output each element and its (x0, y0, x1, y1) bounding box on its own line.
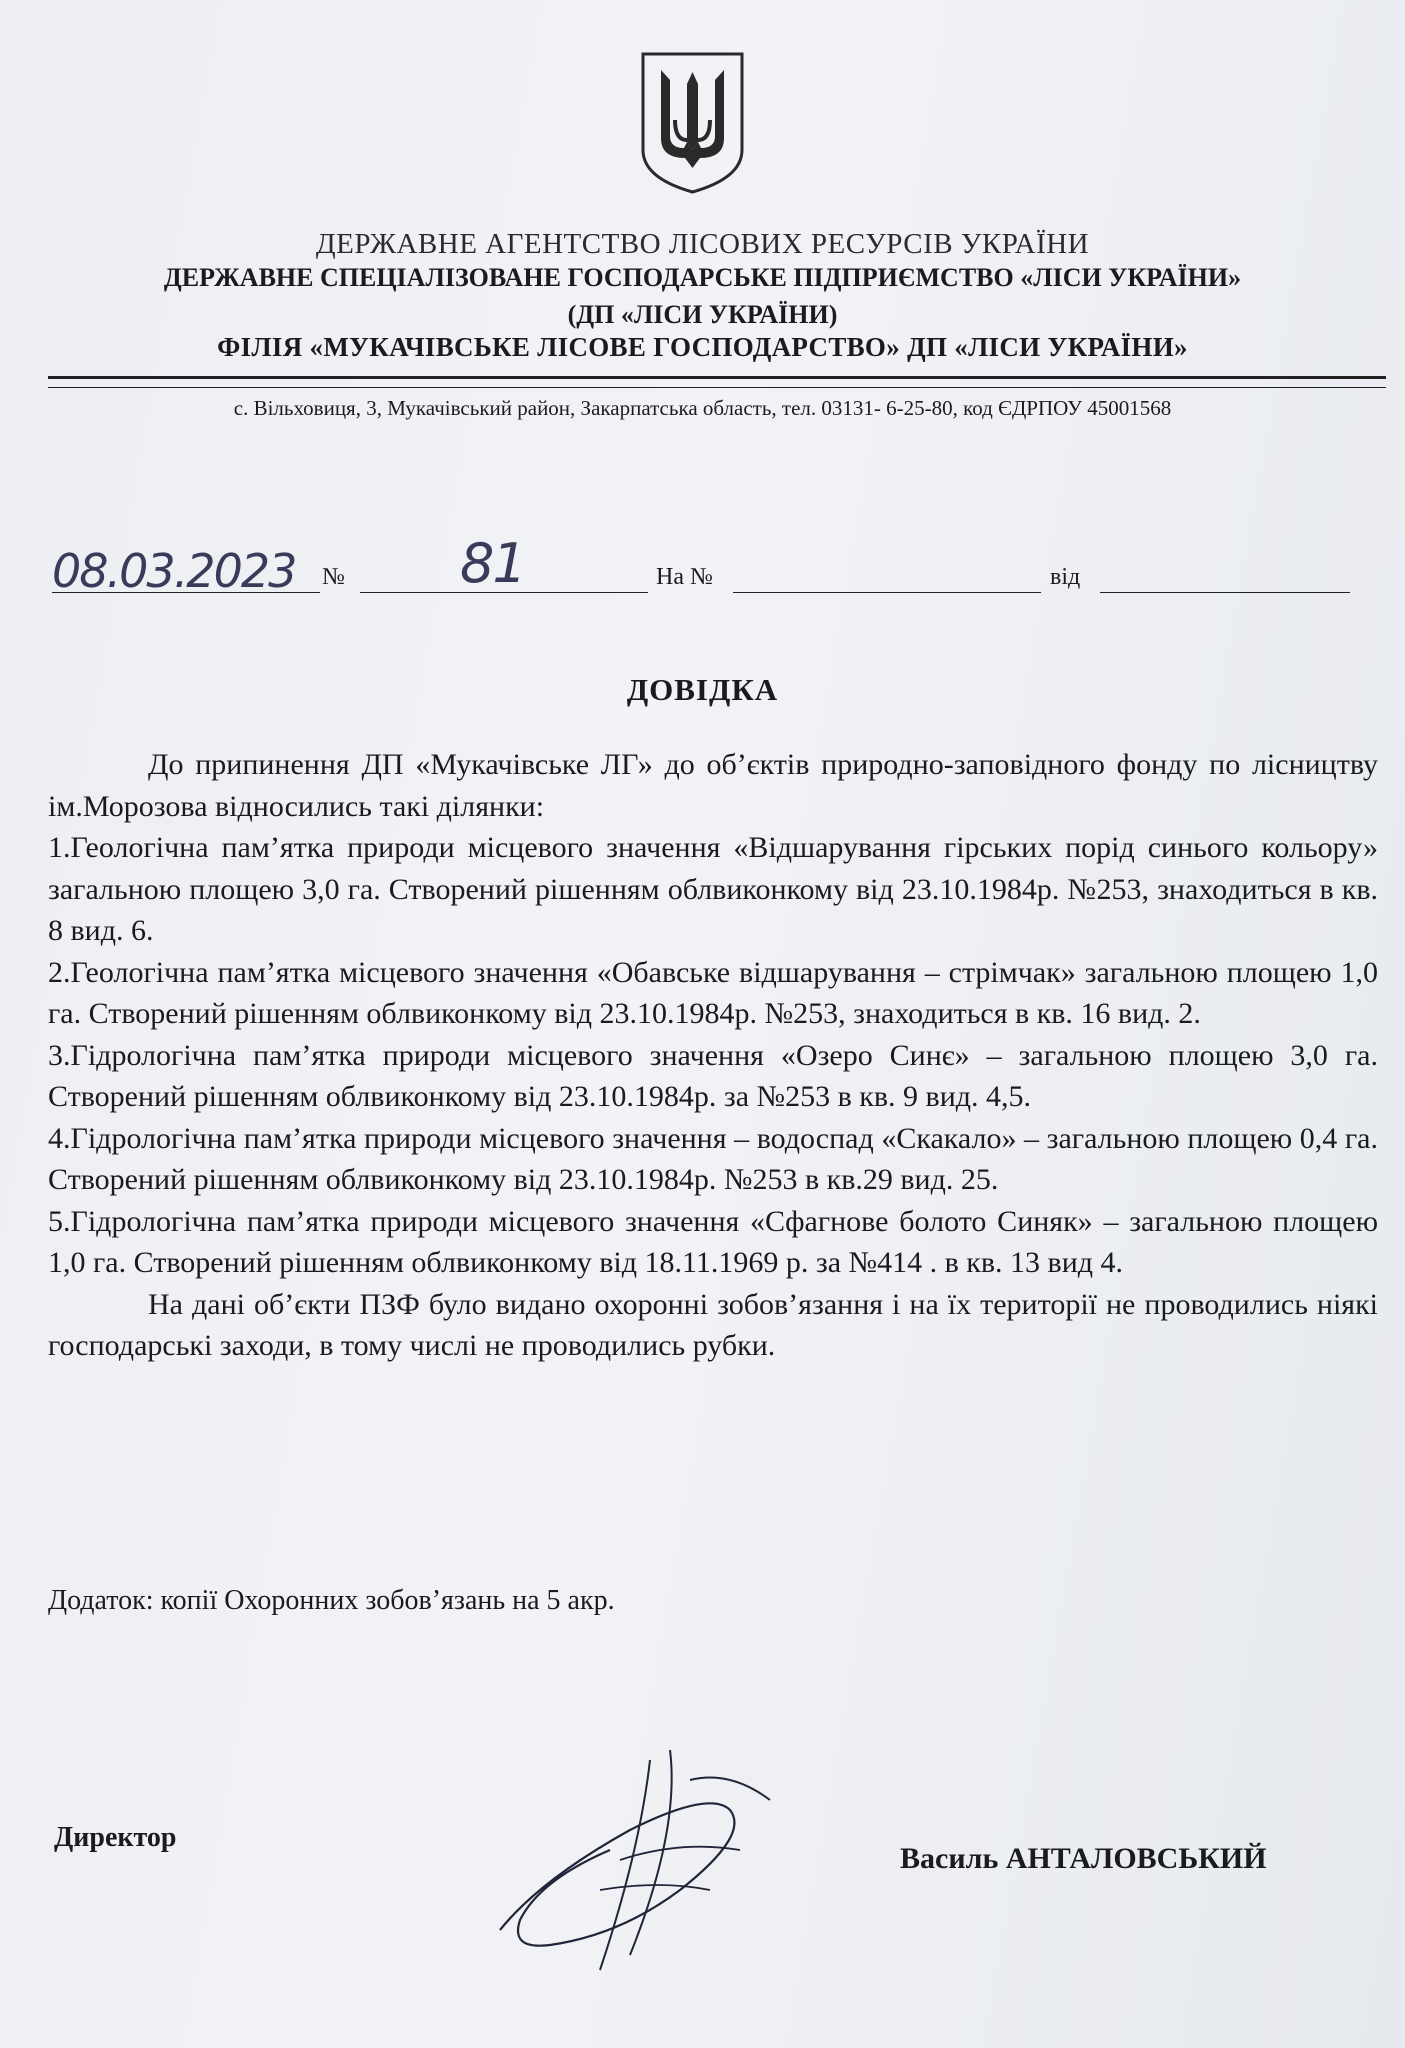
handwritten-number: 81 (460, 532, 525, 595)
list-item-1: 1.Геологічна пам’ятка природи місцевого значення «Відшарування гірських порід синього кольору» загальною площею 3,0 га. Створений рішенням облвиконкому від 23.10.1984р. №253, знаходиться в кв. 8 вид. 6. (48, 831, 1378, 947)
number-label: № (322, 564, 345, 590)
list-item-4: 4.Гідрологічна пам’ятка природи місцевого значення – водоспад «Скакало» – загальною площею 0,4 га. Створений рішенням облвиконкому від 23.10.1984р. №253 в кв.29 вид. 25. (48, 1121, 1378, 1196)
document-title: ДОВІДКА (626, 672, 779, 707)
registration-line (0, 520, 1405, 598)
list-item-3: 3.Гідрологічна пам’ятка природи місцевого значення «Озеро Синє» – загальною площею 3,0 га. Створений рішенням облвиконкому від 23.10.1984р. за №253 в кв. 9 вид. 4,5. (48, 1038, 1378, 1113)
intro-paragraph: До припинення ДП «Мукачівське ЛГ» до об’єктів природно-заповідного фонду по лісництву ім.Морозова відносились такі ділянки: (48, 748, 1378, 823)
agency-heading: ДЕРЖАВНЕ АГЕНТСТВО ЛІСОВИХ РЕСУРСІВ УКРАЇНИ (315, 228, 1090, 260)
enterprise-heading: ДЕРЖАВНЕ СПЕЦІАЛІЗОВАНЕ ГОСПОДАРСЬКЕ ПІДПРИЄМСТВО «ЛІСИ УКРАЇНИ» (163, 263, 1242, 292)
handwritten-signature (480, 1740, 810, 1980)
header-divider-thin (48, 387, 1386, 388)
reply-from-label: від (1050, 564, 1081, 590)
list-item-2: 2.Геологічна пам’ятка місцевого значення «Обавське відшарування – стрімчак» загальною площею 1,0 га. Створений рішенням облвиконкому від 23.10.1984р. №253, знаходиться в кв. 16 вид. 2. (48, 955, 1378, 1030)
handwritten-date: 08.03.2023 (52, 544, 296, 598)
signatory-position: Директор (54, 1822, 177, 1853)
reply-number-label: На № (656, 564, 713, 590)
attachment-note: Додаток: копії Охоронних зобов’язань на 5 акр. (48, 1585, 615, 1616)
header-divider-thick (48, 376, 1386, 379)
list-item-5: 5.Гідрологічна пам’ятка природи місцевого значення «Сфагнове болото Синяк» – загальною площею 1,0 га. Створений рішенням облвиконкому від 18.11.1969 р. за №414 . в кв. 13 вид 4. (48, 1204, 1378, 1279)
trident-emblem-icon (635, 50, 750, 195)
address-line: с. Вільховиця, 3, Мукачівський район, Закарпатська область, тел. 03131- 6-25-80, код ЄДРПОУ 45001568 (233, 396, 1172, 420)
closing-paragraph: На дані об’єкти ПЗФ було видано охоронні зобов’язання і на їх території не проводились ніякі господарські заходи, в тому числі не проводились рубки. (48, 1287, 1378, 1362)
signatory-name: Василь АНТАЛОВСЬКИЙ (900, 1842, 1267, 1875)
branch-heading: ФІЛІЯ «МУКАЧІВСЬКЕ ЛІСОВЕ ГОСПОДАРСТВО» ДП «ЛІСИ УКРАЇНИ» (217, 332, 1188, 362)
enterprise-short-heading: (ДП «ЛІСИ УКРАЇНИ) (567, 300, 838, 329)
document-body (48, 744, 1378, 1367)
